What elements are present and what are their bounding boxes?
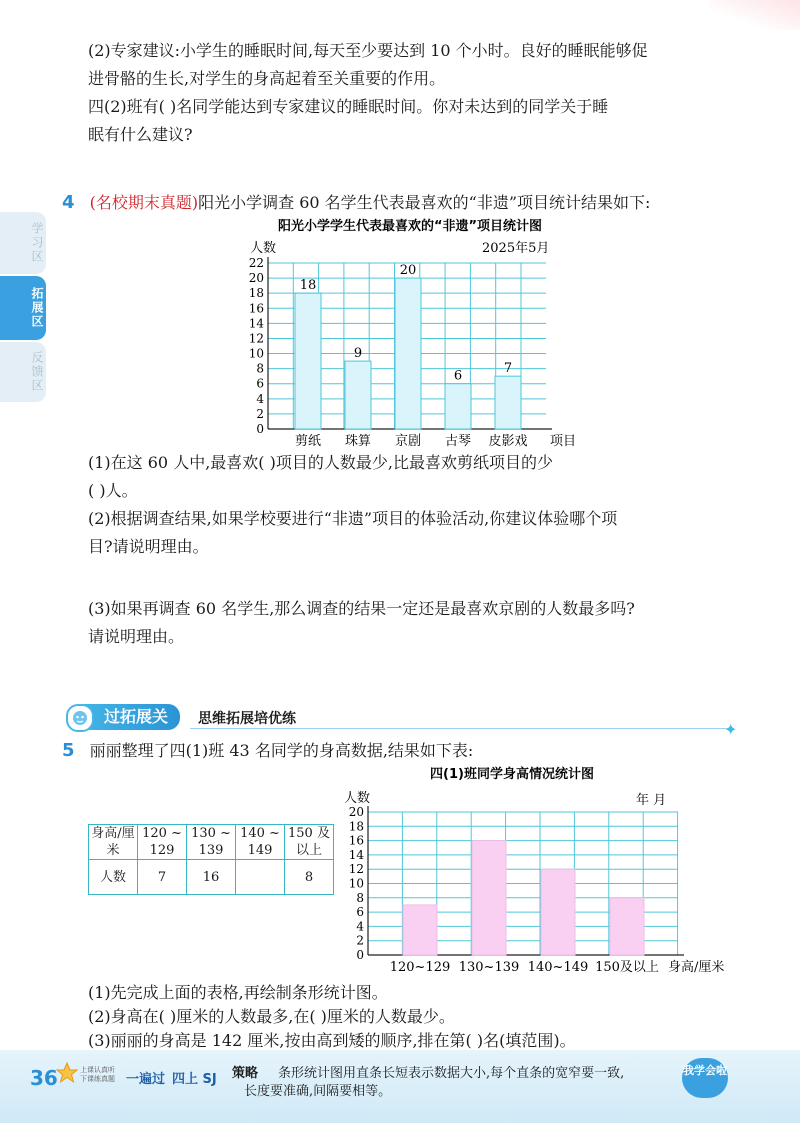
data-label: 20 [399, 263, 417, 279]
sidetab-study[interactable]: 学习区 [0, 212, 46, 274]
section-subtitle: 思维拓展培优练 [198, 711, 296, 727]
top-line-3: 四(2)班有( )名同学能达到专家建议的睡眠时间。你对未达到的同学关于睡 [88, 97, 609, 116]
page-number: 36 [30, 1066, 58, 1090]
sidetab-feedback[interactable]: 反馈区 [0, 342, 46, 402]
y-tick-label: 18 [248, 286, 264, 301]
data-label: 7 [503, 361, 513, 377]
chart-title: 四(1)班同学身高情况统计图 [430, 767, 594, 782]
brand-name: 一遍过 [126, 1072, 166, 1087]
star-icon: ✦ [724, 720, 738, 739]
q5-part2: (2)身高在( )厘米的人数最多,在( )厘米的人数最少。 [88, 1007, 455, 1026]
y-tick-label: 8 [256, 361, 264, 376]
chart-date: 年 月 [636, 793, 667, 808]
table-header-cell: 150 及以上 [285, 825, 334, 860]
chart-intangible-heritage [220, 210, 600, 455]
y-tick-label: 0 [356, 948, 364, 962]
table-header-cell: 120 ~ 129 [138, 825, 187, 860]
strategy-line-1: 条形统计图用直条长短表示数据大小,每个直条的宽窄要一致, [278, 1066, 625, 1081]
y-tick-label: 12 [248, 331, 264, 346]
chart-title: 阳光小学学生代表最喜欢的“非遗”项目统计图 [277, 219, 543, 234]
q4-part1-line2: ( )人。 [88, 481, 138, 500]
y-tick-label: 10 [348, 876, 364, 891]
y-tick-label: 4 [256, 391, 264, 406]
corner-decoration [710, 0, 800, 30]
bar [445, 384, 471, 429]
y-tick-label: 14 [348, 847, 364, 862]
data-label: 6 [453, 368, 463, 384]
y-tick-label: 10 [248, 346, 264, 361]
y-tick-label: 20 [248, 271, 264, 286]
q4-part2-line1: (2)根据调查结果,如果学校要进行“非遗”项目的体验活动,你建议体验哪个项 [88, 509, 618, 528]
table-cell: 7 [138, 860, 187, 895]
height-table [88, 824, 334, 895]
x-tick-label: 古琴 [444, 434, 472, 449]
q4-part3-line2: 请说明理由。 [88, 627, 185, 646]
q5-stem: 丽丽整理了四(1)班 43 名同学的身高数据,结果如下表: [89, 741, 474, 760]
grade-label: 四上 SJ [172, 1072, 217, 1087]
q4-part1-line1: (1)在这 60 人中,最喜欢( )项目的人数最少,比最喜欢剪纸项目的少 [88, 453, 553, 472]
table-row-label: 人数 [89, 860, 138, 895]
data-label: 18 [299, 278, 317, 294]
table-row [89, 860, 334, 895]
y-tick-label: 12 [348, 862, 364, 877]
x-tick-label: 珠算 [344, 434, 372, 449]
x-tick-label: 120~129 [389, 960, 451, 975]
y-tick-label: 8 [356, 890, 364, 905]
y-tick-label: 2 [356, 933, 364, 948]
y-axis-label: 人数 [344, 791, 371, 806]
y-tick-label: 6 [356, 905, 364, 920]
q4-part3-line1: (3)如果再调查 60 名学生,那么调查的结果一定还是最喜欢京剧的人数最多吗? [88, 599, 635, 618]
strategy-line-2: 长度要准确,间隔要相等。 [244, 1084, 392, 1099]
q4-tag: (名校期末真题) [89, 193, 199, 212]
sidetab-extend[interactable]: 拓展区 [0, 276, 46, 340]
q5-part3: (3)丽丽的身高是 142 厘米,按由高到矮的顺序,排在第( )名(填范围)。 [88, 1031, 576, 1050]
y-tick-label: 4 [356, 919, 364, 934]
bar [495, 376, 521, 429]
y-tick-label: 20 [348, 805, 364, 819]
x-axis-label: 项目 [550, 434, 577, 449]
q4-number: 4 [62, 192, 75, 213]
y-tick-label: 16 [248, 301, 264, 316]
y-tick-label: 0 [256, 422, 264, 436]
table-header-cell: 130 ~ 139 [187, 825, 236, 860]
bar [610, 898, 644, 955]
table-cell: 16 [187, 860, 236, 895]
bar [403, 905, 437, 955]
table-header-cell: 140 ~ 149 [236, 825, 285, 860]
chart-class-height [330, 762, 740, 977]
y-tick-label: 18 [348, 819, 364, 834]
bar [345, 361, 371, 429]
bar [541, 869, 575, 955]
brand-slogan: 上课认真听 下课练真题 [80, 1066, 115, 1083]
y-axis-label: 人数 [250, 241, 277, 256]
footer [0, 1050, 800, 1123]
data-label: 9 [353, 346, 363, 362]
y-tick-label: 6 [256, 376, 264, 391]
q5-line [62, 738, 473, 764]
mascot-badge: 我学会啦 [682, 1058, 728, 1098]
y-tick-label: 14 [248, 316, 264, 331]
table-cell-blank[interactable] [236, 860, 285, 895]
x-tick-label: 150及以上 [595, 960, 659, 975]
footer-star-icon [56, 1062, 78, 1084]
bar [395, 278, 421, 429]
table-row [89, 825, 334, 860]
section-divider [190, 728, 730, 729]
strategy-label: 策略 [232, 1066, 259, 1081]
section-badge: 过拓展关 [72, 704, 180, 730]
x-tick-label: 140~149 [527, 960, 589, 975]
x-tick-label: 京剧 [394, 434, 422, 449]
x-tick-label: 皮影戏 [488, 434, 528, 449]
q5-number: 5 [62, 740, 75, 761]
x-axis-label: 身高/厘米 [668, 960, 725, 975]
top-line-1: (2)专家建议:小学生的睡眠时间,每天至少要达到 10 个小时。良好的睡眠能够促 [88, 41, 648, 60]
table-header-cell: 身高/厘米 [89, 825, 138, 860]
x-tick-label: 130~139 [458, 960, 520, 975]
y-tick-label: 2 [256, 406, 264, 421]
top-line-2: 进骨骼的生长,对学生的身高起着至关重要的作用。 [88, 69, 446, 88]
bar [295, 293, 321, 429]
section-mascot-icon [66, 704, 94, 732]
bar [472, 841, 506, 955]
chart-date: 2025年5月 [482, 241, 550, 256]
q4-stem: 阳光小学调查 60 名学生代表最喜欢的“非遗”项目统计结果如下: [198, 193, 651, 212]
q4-part2-line2: 目?请说明理由。 [88, 537, 209, 556]
x-tick-label: 剪纸 [294, 434, 322, 449]
y-tick-label: 22 [248, 256, 264, 270]
y-tick-label: 16 [348, 833, 364, 848]
q5-part1: (1)先完成上面的表格,再绘制条形统计图。 [88, 983, 388, 1002]
top-line-4: 眠有什么建议? [88, 125, 193, 144]
table-cell: 8 [285, 860, 334, 895]
